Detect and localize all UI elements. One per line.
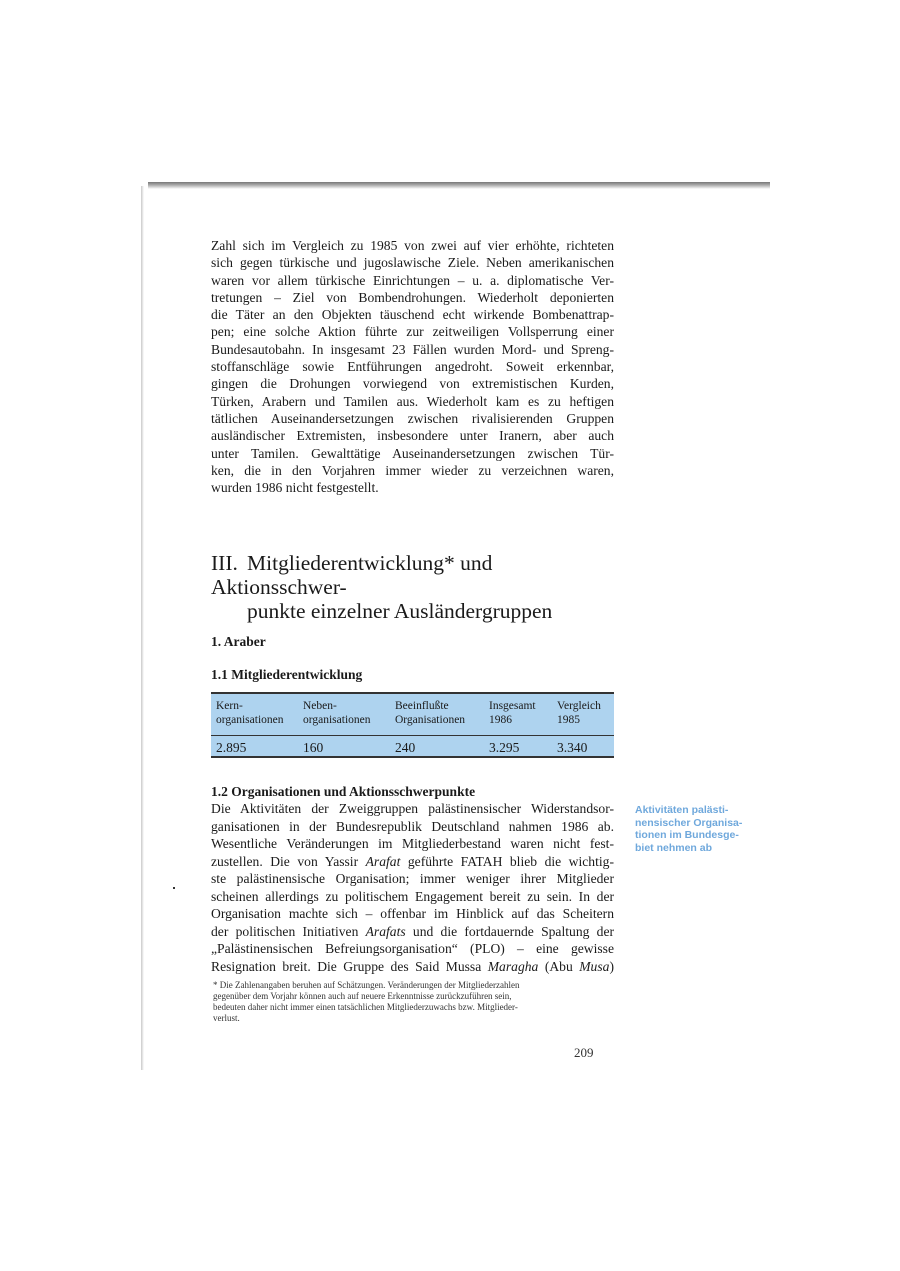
table-header-cell: Beeinflußte Organisationen xyxy=(395,700,466,726)
footnote-line: gegenüber dem Vorjahr können auch auf neuere Erkenntnisse zurückzuführen sein, xyxy=(213,991,512,1001)
text-line: die Täter an den Objekten täuschend echt wirkende Bombenattrap- xyxy=(211,307,614,323)
emphasis: Maragha xyxy=(487,958,539,974)
text-line: pen; eine solche Aktion führte zur zeitweiligen Vollsperrung einer xyxy=(211,324,614,340)
section-heading-mitgliederentwicklung: 1.1 Mitgliederentwicklung xyxy=(211,667,363,682)
table-cell: 3.295 xyxy=(489,740,520,755)
margin-note-line: Aktivitäten palästi- xyxy=(635,804,729,816)
chapter-title-line-2: punkte einzelner Ausländergruppen xyxy=(247,599,553,623)
text-line: scheinen allerdings zu politischem Engagement bereit zu sein. In der xyxy=(211,888,614,904)
text-line: ken, die in den Vorjahren immer wieder zu verzeichnen waren, xyxy=(211,462,614,478)
text-line: tretungen – Ziel von Bombendrohungen. Wiederholt deponierten xyxy=(211,289,614,305)
table-cell: 160 xyxy=(303,740,324,755)
text-line: sich gegen türkische und jugoslawische Ziele. Neben amerikanischen xyxy=(211,255,614,271)
text-line: Die Aktivitäten der Zweiggruppen palästinensischer Widerstandsor- xyxy=(211,801,614,816)
text-line: Bundesautobahn. In insgesamt 23 Fällen wurden Mord- und Spreng- xyxy=(211,341,614,357)
margin-note xyxy=(635,804,745,854)
margin-note-line: nensischer Organisa- xyxy=(635,816,743,829)
table-cell: 2.895 xyxy=(216,740,247,755)
margin-note-line: biet nehmen ab xyxy=(635,841,713,854)
chapter-number: III. xyxy=(211,551,238,575)
footnote-line: bedeuten daher nicht immer einen tatsächlichen Mitgliederzuwachs bzw. Mitglieder- xyxy=(213,1002,518,1012)
text-line: Organisation machte sich – offenbar im Hinblick auf das Scheitern xyxy=(211,906,614,921)
table-header-cell: Vergleich 1985 xyxy=(557,700,601,726)
margin-note-line: tionen im Bundesge- xyxy=(635,829,739,841)
section-heading-organisationen: 1.2 Organisationen und Aktionsschwerpunkte xyxy=(211,784,476,799)
table-header-cell: Kern- organisationen xyxy=(216,700,284,726)
text-line: ste palästinensische Organisation; immer weniger ihrer Mitglieder xyxy=(211,871,614,886)
text-line: tätlichen Auseinandersetzungen zwischen rivalisierenden Gruppen xyxy=(211,410,614,426)
table-cell: 240 xyxy=(395,740,416,755)
chapter-title-line-1: Mitgliederentwicklung* und Aktionsschwer- xyxy=(211,551,493,599)
text-line: ganisationen in der Bundesrepublik Deutschland nahmen 1986 ab. xyxy=(211,818,614,834)
text-line: waren vor allem türkische Einrichtungen – u. a. diplomatische Ver- xyxy=(211,272,614,288)
text-line: Wesentliche Veränderungen im Mitgliederbestand waren nicht fest- xyxy=(211,836,614,851)
section-heading-araber: 1. Araber xyxy=(211,634,266,649)
text-line: wurden 1986 nicht festgestellt. xyxy=(211,480,379,496)
membership-table xyxy=(211,692,614,758)
footnote-line: * Die Zahlenangaben beruhen auf Schätzungen. Veränderungen der Mitgliederzahlen xyxy=(213,980,520,990)
text-line: Resignation breit. Die Gruppe des Said Mussa Maragha (Abu Musa) xyxy=(211,958,614,974)
footnote xyxy=(213,980,613,1024)
page-number: 209 xyxy=(574,1045,594,1060)
text-line: ausländischer Extremisten, insbesondere unter Iranern, aber auch xyxy=(211,428,614,444)
table-header-cell: Neben- organisationen xyxy=(303,700,371,726)
text-line: unter Tamilen. Gewalttätige Auseinandersetzungen zwischen Tür- xyxy=(211,445,614,461)
table-header-cell: Insgesamt 1986 xyxy=(489,700,536,726)
text-line: der politischen Initiativen Arafats und die fortdauernde Spaltung der xyxy=(211,923,615,939)
emphasis: Arafat xyxy=(365,853,401,869)
text-line: gingen die Drohungen vorwiegend von extremistischen Kurden, xyxy=(211,376,614,392)
text-line: Türken, Arabern und Tamilen aus. Wiederholt kam es zu heftigen xyxy=(211,393,614,409)
organisations-paragraph xyxy=(211,800,614,975)
emphasis: Musa xyxy=(579,958,610,974)
table-cell: 3.340 xyxy=(557,740,588,755)
text-line: „Palästinensischen Befreiungsorganisation“ (PLO) – eine gewisse xyxy=(211,941,614,956)
body-paragraph xyxy=(211,237,614,496)
stray-mark xyxy=(173,887,175,889)
footnote-line: verlust. xyxy=(213,1013,240,1023)
text-line: stoffanschläge sowie Entführungen angedroht. Soweit erkennbar, xyxy=(211,359,614,375)
page-edge-shadow-top xyxy=(148,182,770,189)
text-line: zustellen. Die von Yassir Arafat geführte FATAH blieb die wichtig- xyxy=(211,853,614,869)
chapter-heading xyxy=(211,551,631,623)
page-edge-shadow-left xyxy=(141,186,144,1070)
table-divider xyxy=(211,735,614,736)
emphasis: Arafats xyxy=(365,923,406,939)
text-line: Zahl sich im Vergleich zu 1985 von zwei auf vier erhöhte, richteten xyxy=(211,238,614,253)
